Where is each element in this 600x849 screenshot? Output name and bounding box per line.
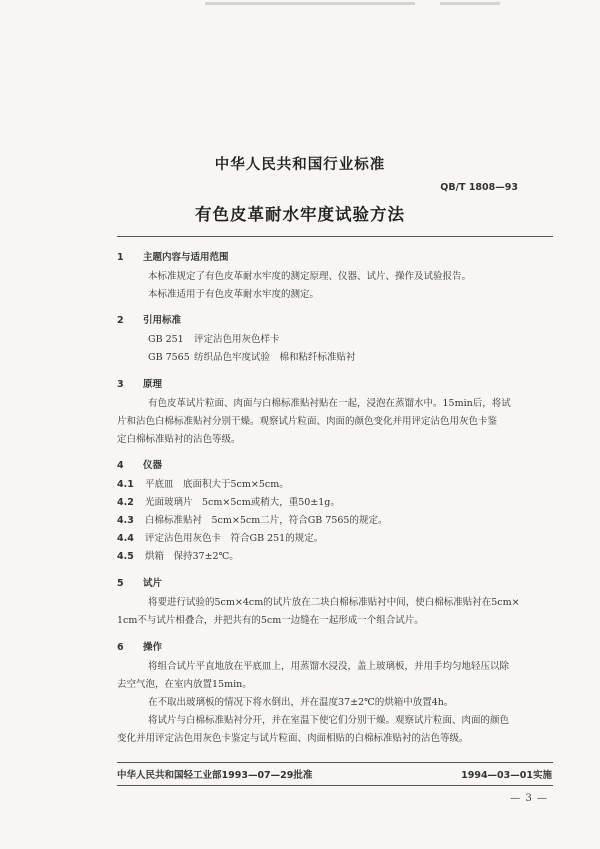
page-number: — 3 — — [510, 793, 548, 804]
paragraph: 去空气泡，在室内放置15min。 — [117, 679, 252, 690]
footer-divider — [117, 762, 553, 763]
paragraph: 本标准规定了有色皮革耐水牢度的测定原理、仪器、试片、操作及试验报告。 — [148, 271, 472, 282]
document-title: 有色皮革耐水牢度试验方法 — [195, 205, 405, 224]
paragraph: 将组合试片平直地放在平底皿上，用蒸馏水浸没，盖上玻璃板，并用手均匀地轻压以除 — [148, 661, 510, 672]
paragraph: 将试片与白棉标准贴衬分开，并在室温下使它们分别干燥。观察试片粒面、肉面的颜色 — [148, 715, 510, 726]
instrument-item: 4.1 平底皿 底面积大于5cm×5cm。 — [117, 479, 289, 490]
scan-artifact — [440, 2, 500, 5]
title-divider — [117, 236, 553, 237]
paragraph: 片和沾色白棉标准贴衬分别干燥。观察试片粒面、肉面的颜色变化并用评定沾色用灰色卡鉴 — [117, 416, 498, 427]
paragraph: 变化并用评定沾色用灰色卡鉴定与试片粒面、肉面相贴的白棉标准贴衬的沾色等级。 — [117, 733, 469, 744]
section-4-title: 4 仪器 — [117, 460, 163, 471]
scan-artifact — [205, 2, 415, 5]
paragraph: 本标准适用于有色皮革耐水牢度的测定。 — [148, 289, 320, 300]
section-3-title: 3 原理 — [117, 379, 163, 390]
section-1-title: 1 主题内容与适用范围 — [117, 252, 229, 263]
paragraph: 在不取出玻璃板的情况下将水倒出，并在温度37±2℃的烘箱中放置4h。 — [148, 697, 454, 708]
paragraph: 有色皮革试片粒面、肉面与白棉标准贴衬贴在一起，浸泡在蒸馏水中。15min后，将试 — [148, 398, 511, 409]
reference-item: GB 251 评定沾色用灰色样卡 — [148, 334, 280, 345]
instrument-item: 4.5 烘箱 保持37±2℃。 — [117, 551, 239, 562]
paragraph: 1cm不与试片相叠合，并把共有的5cm一边缝在一起形成一个组合试片。 — [117, 615, 424, 626]
footer-bottom-rule — [117, 785, 553, 786]
instrument-item: 4.4 评定沾色用灰色卡 符合GB 251的规定。 — [117, 533, 324, 544]
instrument-item: 4.2 光面玻璃片 5cm×5cm或稍大，重50±1g。 — [117, 497, 340, 508]
paragraph: 定白棉标准贴衬的沾色等级。 — [117, 434, 241, 445]
section-5-title: 5 试片 — [117, 578, 163, 589]
section-6-title: 6 操作 — [117, 642, 163, 653]
reference-item: GB 7565 纺织品色牢度试验 棉和粘纤标准贴衬 — [148, 352, 356, 363]
instrument-item: 4.3 白棉标准贴衬 5cm×5cm二片，符合GB 7565的规定。 — [117, 515, 388, 526]
effective-date: 1994—03—01实施 — [461, 770, 552, 781]
standard-code: QB/T 1808—93 — [440, 182, 518, 193]
section-2-title: 2 引用标准 — [117, 315, 182, 326]
paragraph: 将要进行试验的5cm×4cm的试片放在二块白棉标准贴衬中间，使白棉标准贴衬在5cm× — [148, 597, 520, 608]
approval-line: 中华人民共和国轻工业部1993—07—29批准 — [117, 770, 313, 781]
standard-category: 中华人民共和国行业标准 — [214, 157, 386, 173]
